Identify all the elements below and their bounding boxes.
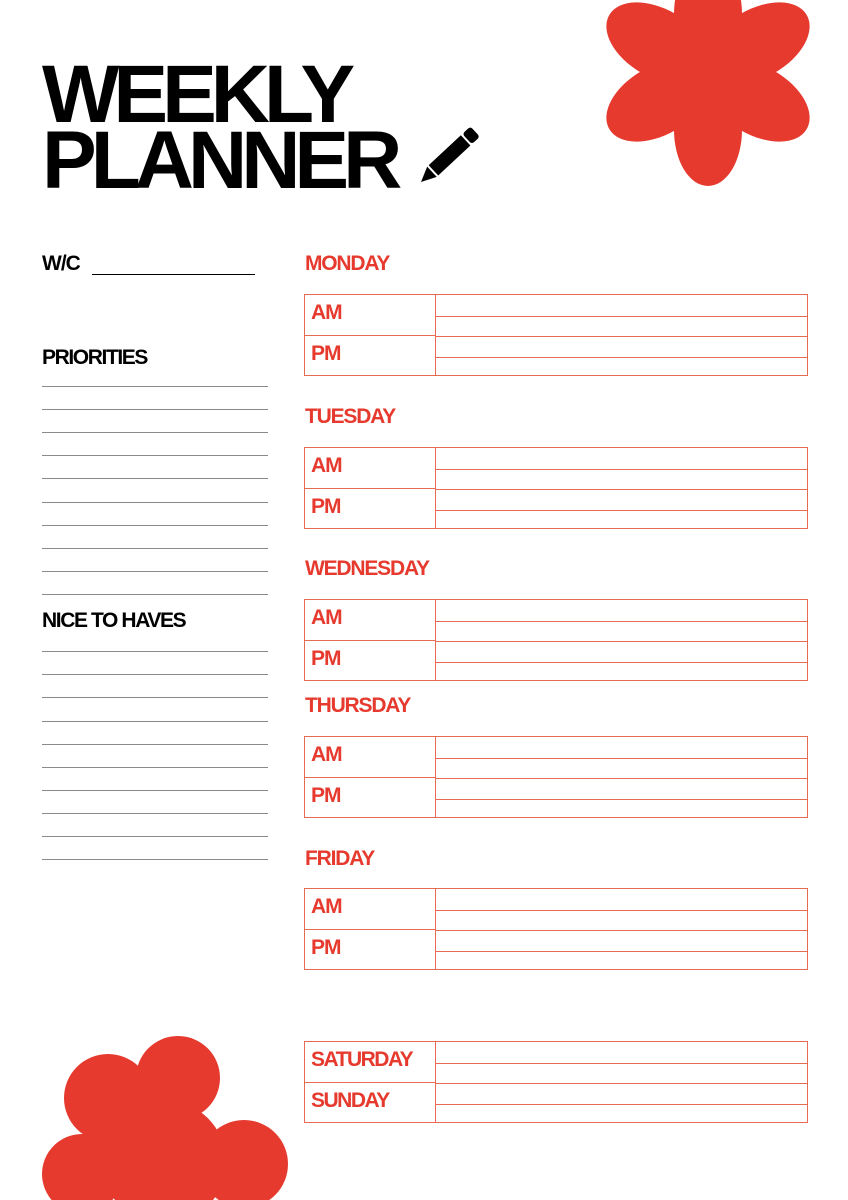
flower-bottom-decoration — [36, 1034, 292, 1200]
day-table-weekend — [304, 1041, 808, 1123]
column-divider — [435, 737, 436, 817]
pm-label: PM — [311, 936, 341, 959]
day-table-friday — [304, 888, 808, 970]
priority-line[interactable] — [42, 525, 268, 526]
nice-to-haves-heading: NICE TO HAVES — [42, 609, 186, 632]
nice-to-have-line[interactable] — [42, 744, 268, 745]
sunday-label: SUNDAY — [311, 1089, 389, 1112]
pm-label: PM — [311, 647, 341, 670]
writing-line[interactable] — [435, 469, 807, 470]
writing-line[interactable] — [435, 1063, 807, 1064]
day-table-wednesday — [304, 599, 808, 681]
writing-line[interactable] — [435, 357, 807, 358]
nice-to-have-line[interactable] — [42, 790, 268, 791]
title-line-weekly: WEEKLY — [42, 49, 350, 140]
day-table-monday — [304, 294, 808, 376]
day-label-friday: FRIDAY — [305, 847, 375, 870]
priority-line[interactable] — [42, 478, 268, 479]
pencil-icon — [416, 124, 480, 186]
pm-label: PM — [311, 342, 341, 365]
writing-line[interactable] — [435, 662, 807, 663]
day-label-thursday: THURSDAY — [305, 694, 411, 717]
am-label: AM — [311, 895, 342, 918]
priority-line[interactable] — [42, 571, 268, 572]
title-line-planner: PLANNER — [42, 115, 397, 206]
day-label-monday: MONDAY — [305, 252, 390, 275]
am-label: AM — [311, 743, 342, 766]
writing-line[interactable] — [435, 758, 807, 759]
priority-line[interactable] — [42, 455, 268, 456]
nice-to-have-line[interactable] — [42, 697, 268, 698]
writing-line[interactable] — [435, 316, 807, 317]
am-label: AM — [311, 454, 342, 477]
writing-line[interactable] — [435, 1083, 807, 1084]
writing-line[interactable] — [435, 489, 807, 490]
am-label: AM — [311, 301, 342, 324]
day-label-tuesday: TUESDAY — [305, 405, 396, 428]
writing-line[interactable] — [435, 951, 807, 952]
column-divider — [435, 600, 436, 680]
day-table-thursday — [304, 736, 808, 818]
nice-to-have-line[interactable] — [42, 721, 268, 722]
flower-top-decoration — [578, 0, 834, 200]
writing-line[interactable] — [435, 799, 807, 800]
priorities-heading: PRIORITIES — [42, 346, 148, 369]
priority-line[interactable] — [42, 432, 268, 433]
writing-line[interactable] — [435, 910, 807, 911]
saturday-label: SATURDAY — [311, 1048, 413, 1071]
nice-to-have-line[interactable] — [42, 859, 268, 860]
nice-to-have-line[interactable] — [42, 651, 268, 652]
priority-line[interactable] — [42, 386, 268, 387]
writing-line[interactable] — [435, 778, 807, 779]
week-commencing-label: W/C — [42, 252, 80, 275]
day-label-wednesday: WEDNESDAY — [305, 557, 429, 580]
nice-to-have-line[interactable] — [42, 767, 268, 768]
nice-to-have-line[interactable] — [42, 836, 268, 837]
writing-line[interactable] — [435, 336, 807, 337]
priority-line[interactable] — [42, 409, 268, 410]
column-divider — [435, 448, 436, 528]
nice-to-have-line[interactable] — [42, 674, 268, 675]
writing-line[interactable] — [435, 930, 807, 931]
week-commencing-line[interactable] — [92, 274, 255, 275]
pm-label: PM — [311, 784, 341, 807]
day-table-tuesday — [304, 447, 808, 529]
writing-line[interactable] — [435, 1104, 807, 1105]
am-label: AM — [311, 606, 342, 629]
priority-line[interactable] — [42, 502, 268, 503]
writing-line[interactable] — [435, 510, 807, 511]
column-divider — [435, 889, 436, 969]
nice-to-have-line[interactable] — [42, 813, 268, 814]
writing-line[interactable] — [435, 621, 807, 622]
column-divider — [435, 295, 436, 375]
writing-line[interactable] — [435, 641, 807, 642]
pm-label: PM — [311, 495, 341, 518]
column-divider — [435, 1042, 436, 1122]
priority-line[interactable] — [42, 548, 268, 549]
priority-line[interactable] — [42, 594, 268, 595]
